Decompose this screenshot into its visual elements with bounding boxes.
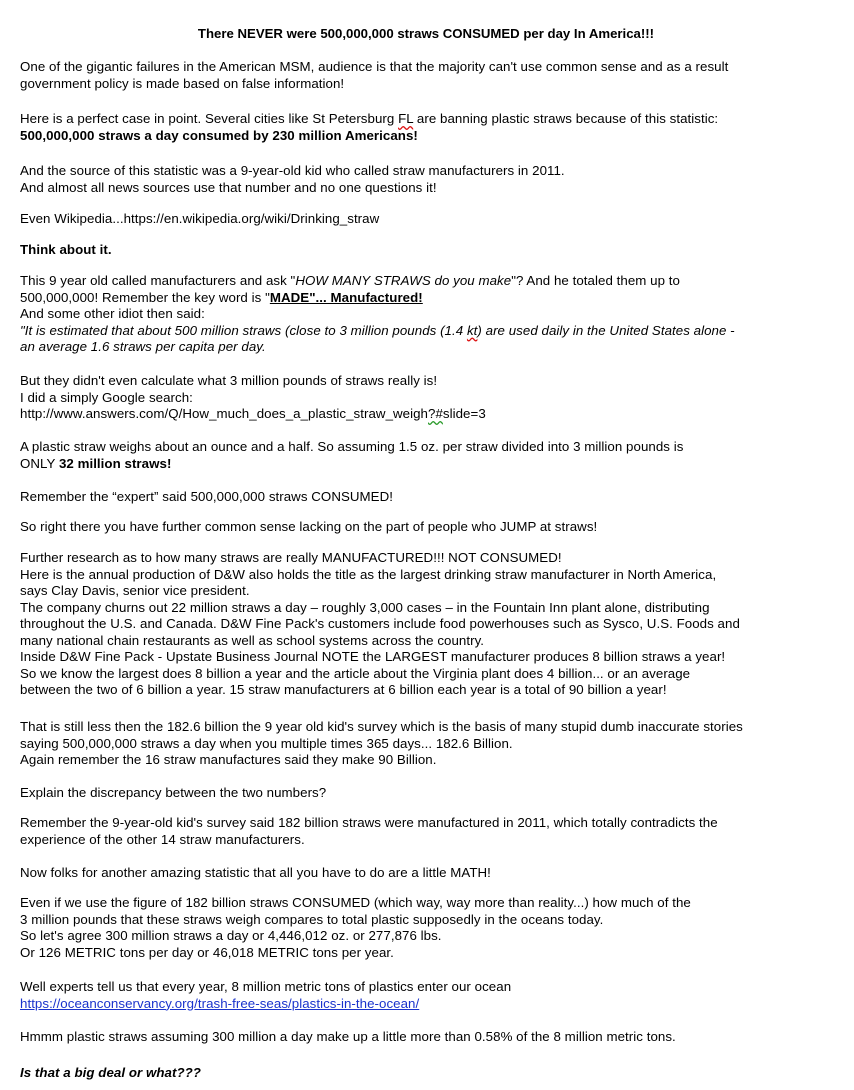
text-line: Here is a perfect case in point. Several cities like St Petersburg FL are banning plastic straws because of this statistic:: [20, 111, 719, 126]
text-line: So we know the largest does 8 billion a year and the article about the Virginia plant does 4 billion... or an average: [20, 665, 691, 681]
text-line: Explain the discrepancy between the two numbers?: [20, 785, 327, 800]
paragraph-nine-year-old: [20, 273, 832, 356]
paragraph-percentage: [20, 1029, 832, 1046]
text-line: government policy is made based on false information!: [20, 75, 345, 91]
paragraph-straw-weight: [20, 439, 832, 472]
text-line: I did a simply Google search:: [20, 389, 193, 405]
text-line: 500,000,000! Remember the key word is "MADE"... Manufactured!: [20, 289, 423, 305]
paragraph-calculation: [20, 895, 832, 961]
text-line: throughout the U.S. and Canada. D&W Fine Pack's customers include food powerhouses such as Sysco, U.S. Foods and: [20, 616, 740, 631]
text-line: And almost all news sources use that number and no one questions it!: [20, 179, 437, 195]
paragraph-closing: [20, 1065, 832, 1082]
emphasis-made-manufactured: MADE"... Manufactured!: [269, 289, 423, 305]
text-line: Now folks for another amazing statistic that all you have to do are a little MATH!: [20, 865, 491, 880]
text-line: Here is the annual production of D&W also holds the title as the largest drinking straw manufacturer in North America,: [20, 566, 717, 582]
text-line: This 9 year old called manufacturers and ask "HOW MANY STRAWS do you make"? And he totaled them up to: [20, 273, 680, 288]
paragraph-intro: [20, 59, 832, 92]
document-title: There NEVER were 500,000,000 straws CONSUMED per day In America!!!: [197, 26, 655, 41]
text-line: Even if we use the figure of 182 billion straws CONSUMED (which way, way more than reality...) how much of the: [20, 895, 691, 910]
text-line: ONLY 32 million straws!: [20, 455, 172, 471]
closing-question: Is that a big deal or what???: [20, 1065, 201, 1080]
text-line: 3 million pounds that these straws weigh compares to total plastic supposedly in the oceans today.: [20, 911, 604, 927]
paragraph-further-research: [20, 550, 832, 699]
text-line: So let's agree 300 million straws a day or 4,446,012 oz. or 277,876 lbs.: [20, 928, 442, 943]
text-line: Remember the 9-year-old kid's survey said 182 billion straws were manufactured in 2011, which totally contradicts the: [20, 815, 718, 830]
text-line: says Clay Davis, senior vice president.: [20, 583, 250, 598]
text-line: But they didn't even calculate what 3 million pounds of straws really is!: [20, 373, 438, 388]
text-line: many national chain restaurants as well as school systems across the country.: [20, 632, 485, 648]
text-line: And the source of this statistic was a 9-year-old kid who called straw manufacturers in 2011.: [20, 163, 565, 178]
text-line: Even Wikipedia...https://en.wikipedia.org/wiki/Drinking_straw: [20, 211, 380, 226]
paragraph-expert: [20, 489, 832, 506]
paragraph-source: [20, 163, 832, 196]
text-line: between the two of 6 billion a year. 15 straw manufacturers at 6 billion each year is a total of 90 billion a year!: [20, 682, 667, 697]
paragraph-wikipedia: [20, 211, 832, 228]
quote-line: "It is estimated that about 500 million straws (close to 3 million pounds (1.4 kt) are used daily in the United States alone -: [20, 322, 735, 338]
paragraph-experts: [20, 979, 832, 1012]
text-line: experience of the other 14 straw manufacturers.: [20, 831, 305, 847]
paragraph-discrepancy: [20, 785, 832, 802]
statistic-claim: 500,000,000 straws a day consumed by 230 million Americans!: [20, 127, 418, 143]
text-line: That is still less then the 182.6 billion the 9 year old kid's survey which is the basis of many stupid dumb inaccurate stories: [20, 719, 743, 734]
quote-line: an average 1.6 straws per capita per day.: [20, 339, 266, 354]
paragraph-think: [20, 242, 832, 259]
text-line: A plastic straw weighs about an ounce and a half. So assuming 1.5 oz. per straw divided into 3 million pounds is: [20, 439, 684, 454]
paragraph-case-in-point: [20, 111, 832, 144]
text-line: One of the gigantic failures in the American MSM, audience is that the majority can't use common sense and as a result: [20, 59, 729, 74]
paragraph-google-search: [20, 373, 832, 423]
text-line: Again remember the 16 straw manufactures said they make 90 Billion.: [20, 752, 437, 767]
text-line: Further research as to how many straws are really MANUFACTURED!!! NOT CONSUMED!: [20, 550, 562, 565]
paragraph-comparison: [20, 719, 832, 769]
spelling-error-mark: FL: [398, 111, 414, 126]
spelling-error-mark: kt: [466, 322, 478, 338]
heading-think-about-it: Think about it.: [20, 242, 112, 257]
text-line: Remember the “expert” said 500,000,000 straws CONSUMED!: [20, 489, 393, 504]
text-line: The company churns out 22 million straws a day – roughly 3,000 cases – in the Fountain Inn plant alone, distributing: [20, 599, 710, 615]
paragraph-common-sense: [20, 519, 832, 536]
text-line: saying 500,000,000 straws a day when you multiple times 365 days... 182.6 Billion.: [20, 735, 513, 751]
text-line: Hmmm plastic straws assuming 300 million a day make up a little more than 0.58% of the 8 million metric tons.: [20, 1029, 676, 1044]
text-line: Well experts tell us that every year, 8 million metric tons of plastics enter our ocean: [20, 979, 512, 994]
paragraph-survey: [20, 815, 832, 848]
text-line: Inside D&W Fine Pack - Upstate Business Journal NOTE the LARGEST manufacturer produces 8 billion straws a year!: [20, 649, 726, 664]
grammar-error-mark: ?#: [428, 406, 443, 421]
text-line: Or 126 METRIC tons per day or 46,018 METRIC tons per year.: [20, 944, 394, 960]
text-line: And some other idiot then said:: [20, 306, 205, 321]
answers-url[interactable]: http://www.answers.com/Q/How_much_does_a_plastic_straw_weigh?#slide=3: [20, 406, 486, 421]
ocean-conservancy-link[interactable]: https://oceanconservancy.org/trash-free-seas/plastics-in-the-ocean/: [20, 995, 420, 1011]
text-line: So right there you have further common sense lacking on the part of people who JUMP at straws!: [20, 519, 598, 534]
paragraph-math: [20, 865, 832, 882]
